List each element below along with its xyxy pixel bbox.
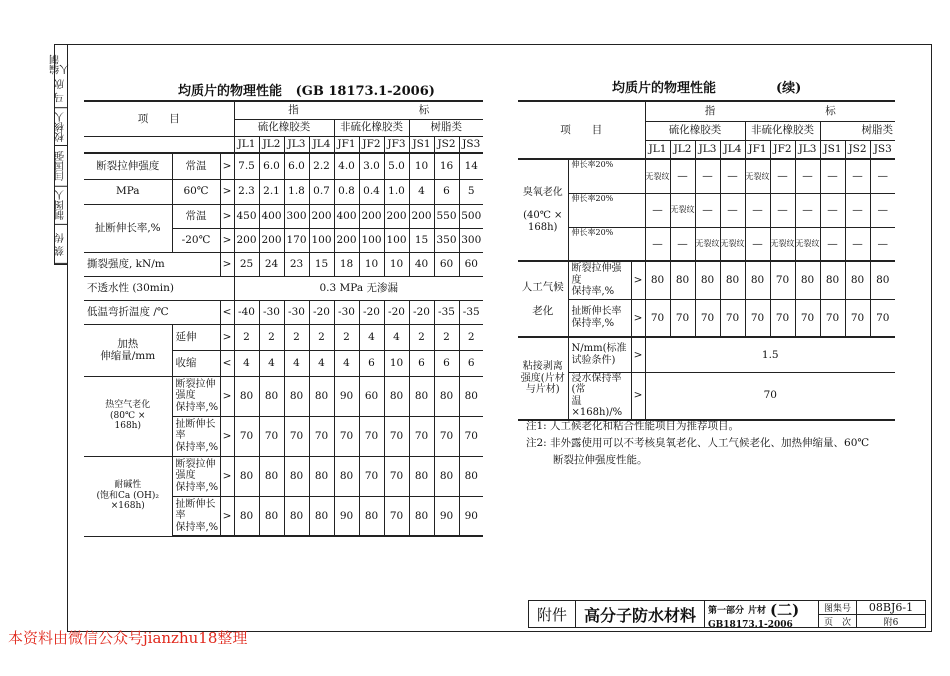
code-cell: JS1 [820, 140, 845, 159]
row-sublabel: 断裂拉伸强度 保持率,% [172, 456, 220, 496]
value-cell: 170 [284, 228, 309, 252]
value-cell: 70 [359, 456, 384, 496]
value-cell: -35 [434, 300, 459, 324]
group-resin: 树脂类 [820, 121, 895, 140]
appendix-label: 附件 [529, 601, 576, 627]
value-cell: 400 [259, 204, 284, 228]
value-cell: 70 [820, 299, 845, 337]
value-cell: 2 [234, 324, 259, 350]
compare-sign: > [631, 299, 645, 337]
value-cell: 4 [384, 324, 409, 350]
value-cell: 15 [309, 252, 334, 276]
row-label: 不透水性 (30min) [84, 276, 234, 300]
code-cell: JL3 [284, 136, 309, 153]
table-row [518, 227, 895, 261]
value-cell: — [845, 159, 870, 193]
value-cell: 15 [409, 228, 434, 252]
row-label: 粘接剥离 强度(片材 与片材) [518, 337, 568, 420]
table-row [84, 204, 483, 228]
value-cell: 80 [434, 456, 459, 496]
code-cell: JL2 [259, 136, 284, 153]
note-2-cont: 断裂拉伸强度性能。 [553, 454, 648, 466]
value-cell: — [720, 193, 745, 227]
value-cell: 4 [284, 350, 309, 376]
value-cell: 3.0 [359, 153, 384, 179]
row-label: 臭氧老化 (40℃ × 168h) [518, 159, 568, 261]
value-cell: 70 [645, 299, 670, 337]
value-cell: 70 [459, 416, 483, 456]
compare-sign: > [220, 179, 234, 204]
compare-sign: > [220, 324, 234, 350]
value-cell: 70 [770, 299, 795, 337]
right-title: 均质片的物理性能 (续) [612, 81, 802, 96]
value-cell: -20 [359, 300, 384, 324]
value-cell: 450 [234, 204, 259, 228]
compare-sign: > [220, 228, 234, 252]
table-row [518, 299, 895, 337]
value-cell: 24 [259, 252, 284, 276]
value-cell: 80 [459, 376, 483, 416]
table-row [84, 252, 483, 276]
value-cell: 4 [334, 350, 359, 376]
row-label: 热空气老化 (80℃ × 168h) [84, 376, 172, 456]
value-cell: 无裂纹 [745, 159, 770, 193]
table-row [518, 337, 895, 372]
group-vulcanized: 硫化橡胶类 [645, 121, 745, 140]
value-cell: 70 [670, 299, 695, 337]
value-cell: 无裂纹 [670, 193, 695, 227]
value-cell: 80 [384, 376, 409, 416]
value-cell: 6 [459, 350, 483, 376]
value-cell: — [845, 227, 870, 261]
value-cell: — [795, 193, 820, 227]
value-cell: 60 [359, 376, 384, 416]
table-row [84, 456, 483, 496]
value-cell: 350 [434, 228, 459, 252]
value-cell: 2.1 [259, 179, 284, 204]
value-cell: 200 [309, 204, 334, 228]
value-cell: 10 [359, 252, 384, 276]
value-cell: 2 [459, 324, 483, 350]
table-row [84, 376, 483, 416]
compare-sign: > [631, 261, 645, 299]
row-sublabel: 断裂拉伸强度 保持率,% [568, 261, 631, 299]
value-cell: 无裂纹 [695, 227, 720, 261]
value-cell: — [820, 159, 845, 193]
value-cell: -40 [234, 300, 259, 324]
row-sublabel: N/mm(标准 试验条件) [568, 337, 631, 372]
value-cell: 200 [259, 228, 284, 252]
value-cell: 80 [309, 496, 334, 536]
sidebar-cell: 马 欣 [55, 75, 68, 108]
value-cell: 100 [309, 228, 334, 252]
value-cell: — [670, 227, 695, 261]
value-cell: 200 [334, 228, 359, 252]
value-cell: 2 [284, 324, 309, 350]
value-cell: 14 [459, 153, 483, 179]
value-cell: 90 [434, 496, 459, 536]
value-cell: 550 [434, 204, 459, 228]
header-index: 指 标 [645, 101, 895, 121]
page-number: 附6 [883, 618, 899, 628]
group-resin: 树脂类 [409, 119, 483, 136]
table-row [84, 276, 483, 300]
value-cell: 60 [459, 252, 483, 276]
value-cell: 80 [334, 456, 359, 496]
compare-sign: > [220, 153, 234, 179]
value-cell: 80 [434, 376, 459, 416]
value-cell: 80 [284, 496, 309, 536]
value-cell: 70 [745, 299, 770, 337]
row-label: 加热 伸缩量/mm [84, 324, 172, 376]
note-2: 注2: 非外露使用可以不考核臭氧老化、人工气候老化、加热伸缩量、60℃ [526, 437, 870, 449]
table-row [518, 261, 895, 299]
value-cell: 90 [334, 376, 359, 416]
value-cell: 70 [334, 416, 359, 456]
code-cell: JF2 [359, 136, 384, 153]
page-label: 页 次 [819, 615, 857, 628]
value-cell: 300 [284, 204, 309, 228]
table-row [518, 372, 895, 420]
value-cell: 2 [309, 324, 334, 350]
sidebar-cell: 蔡 传 [55, 225, 68, 264]
row-label: 撕裂强度, kN/m [84, 252, 220, 276]
value-cell: 80 [259, 456, 284, 496]
value-cell: 70 [795, 299, 820, 337]
value-cell: 2.3 [234, 179, 259, 204]
value-cell: 6 [434, 179, 459, 204]
code-cell: JL1 [234, 136, 259, 153]
code-cell: JL2 [670, 140, 695, 159]
value-cell: 200 [409, 204, 434, 228]
value-cell: — [645, 193, 670, 227]
code-cell: JL4 [720, 140, 745, 159]
value-cell: — [770, 193, 795, 227]
value-cell: 6 [409, 350, 434, 376]
row-sublabel: -20℃ [172, 228, 220, 252]
value-cell: 5 [459, 179, 483, 204]
value-cell: 0.3 MPa 无渗漏 [234, 276, 483, 300]
code-cell: JL3 [695, 140, 720, 159]
value-cell: — [870, 193, 895, 227]
atlas-info [819, 601, 925, 627]
value-cell: 200 [359, 204, 384, 228]
value-cell: -30 [284, 300, 309, 324]
row-sublabel: 60℃ [172, 179, 220, 204]
compare-sign: > [220, 496, 234, 536]
value-cell: — [670, 159, 695, 193]
value-cell: 2 [434, 324, 459, 350]
row-sublabel: 常温 [172, 153, 220, 179]
sidebar-cell: 编制人 [50, 54, 71, 75]
row-label: 低温弯折温度 /℃ [84, 300, 220, 324]
row-label: MPa [84, 179, 172, 204]
value-cell: 80 [259, 496, 284, 536]
value-cell: 25 [234, 252, 259, 276]
value-cell: 0.4 [359, 179, 384, 204]
sidebar-cell: 制图人 [55, 186, 68, 225]
value-cell: 70 [770, 261, 795, 299]
value-cell: 80 [695, 261, 720, 299]
value-cell: 1.5 [645, 337, 895, 372]
value-cell: 5.0 [384, 153, 409, 179]
code-cell: JS1 [409, 136, 434, 153]
row-sublabel: 伸长率20% [568, 227, 645, 261]
value-cell: 400 [334, 204, 359, 228]
value-cell: 4 [259, 350, 284, 376]
value-cell: — [695, 193, 720, 227]
value-cell: 70 [284, 416, 309, 456]
value-cell: 80 [795, 261, 820, 299]
document-name: 高分子防水材料 [576, 601, 705, 627]
row-sublabel: 浸水保持率(常 温×168h)/% [568, 372, 631, 420]
row-label: 扯断伸长率,% [84, 204, 172, 252]
value-cell: 80 [259, 376, 284, 416]
value-cell: 70 [234, 416, 259, 456]
value-cell: 90 [459, 496, 483, 536]
compare-sign: > [631, 372, 645, 420]
value-cell: — [795, 159, 820, 193]
value-cell: 4 [309, 350, 334, 376]
value-cell: 0.7 [309, 179, 334, 204]
value-cell: -20 [384, 300, 409, 324]
row-sublabel: 伸长率20% [568, 193, 645, 227]
table-row [518, 159, 895, 193]
row-sublabel: 收缩 [172, 350, 220, 376]
note-1: 注1: 人工候老化和粘合性能项目为推荐项目。 [526, 420, 740, 432]
table-row [84, 324, 483, 350]
title-block [528, 600, 926, 628]
code-cell: JS3 [870, 140, 895, 159]
value-cell: 70 [845, 299, 870, 337]
value-cell: 10 [384, 252, 409, 276]
value-cell: 500 [459, 204, 483, 228]
atlas-label: 图集号 [819, 601, 857, 615]
row-sublabel: 扯断伸长率 保持率,% [172, 496, 220, 536]
value-cell: — [745, 193, 770, 227]
value-cell: 10 [384, 350, 409, 376]
value-cell: 6 [434, 350, 459, 376]
code-cell: JF3 [384, 136, 409, 153]
value-cell: 70 [309, 416, 334, 456]
sidebar-cell: 校核人 [55, 109, 68, 146]
value-cell: 100 [359, 228, 384, 252]
value-cell: 80 [745, 261, 770, 299]
value-cell: -30 [334, 300, 359, 324]
value-cell: 70 [720, 299, 745, 337]
code-cell: JS3 [459, 136, 483, 153]
table-row [84, 300, 483, 324]
value-cell: 90 [334, 496, 359, 536]
value-cell: 1.8 [284, 179, 309, 204]
section-info: 第一部分 片材 (二) GB18173.1-2006 [705, 601, 819, 627]
code-cell: JS2 [434, 136, 459, 153]
atlas-number: 08BJ6-1 [857, 601, 925, 615]
value-cell: — [745, 227, 770, 261]
value-cell: 80 [359, 496, 384, 536]
value-cell: — [870, 159, 895, 193]
header-index: 指 标 [234, 101, 483, 119]
value-cell: 无裂纹 [795, 227, 820, 261]
table-row [84, 153, 483, 179]
value-cell: 60 [434, 252, 459, 276]
value-cell: 6 [359, 350, 384, 376]
row-sublabel: 常温 [172, 204, 220, 228]
group-nonvulcanized: 非硫化橡胶类 [334, 119, 409, 136]
value-cell: 70 [259, 416, 284, 456]
left-title: 均质片的物理性能 (GB 18173.1-2006) [178, 84, 435, 99]
value-cell: — [770, 159, 795, 193]
left-property-table [84, 100, 483, 537]
code-cell: JL3 [795, 140, 820, 159]
value-cell: 80 [670, 261, 695, 299]
value-cell: 70 [384, 496, 409, 536]
value-cell: 300 [459, 228, 483, 252]
value-cell: 7.5 [234, 153, 259, 179]
right-property-table [518, 100, 895, 421]
value-cell: 70 [695, 299, 720, 337]
value-cell: -20 [409, 300, 434, 324]
value-cell: 70 [359, 416, 384, 456]
row-label: 耐碱性 (饱和Ca (OH)₂ ×168h) [84, 456, 172, 536]
value-cell: 80 [309, 376, 334, 416]
value-cell: 4.0 [334, 153, 359, 179]
header-item: 项 目 [84, 101, 234, 136]
value-cell: 80 [845, 261, 870, 299]
row-sublabel: 扯断伸长率 保持率,% [568, 299, 631, 337]
value-cell: 0.8 [334, 179, 359, 204]
value-cell: 4 [409, 179, 434, 204]
value-cell: 80 [234, 376, 259, 416]
notes [526, 418, 869, 469]
code-cell: JS2 [845, 140, 870, 159]
value-cell: — [645, 227, 670, 261]
value-cell: 80 [309, 456, 334, 496]
value-cell: -30 [259, 300, 284, 324]
header-item: 项 目 [518, 101, 645, 159]
value-cell: 100 [384, 228, 409, 252]
value-cell: 80 [409, 376, 434, 416]
value-cell: 70 [645, 372, 895, 420]
value-cell: 无裂纹 [720, 227, 745, 261]
signature-column [50, 44, 71, 265]
compare-sign: > [220, 456, 234, 496]
compare-sign: > [220, 416, 234, 456]
value-cell: 70 [384, 456, 409, 496]
compare-sign: > [220, 252, 234, 276]
value-cell: -20 [309, 300, 334, 324]
value-cell: 70 [870, 299, 895, 337]
row-sublabel: 伸长率20% [568, 159, 645, 193]
row-label: 人工气候 老化 [518, 261, 568, 337]
code-cell: JL4 [309, 136, 334, 153]
value-cell: 70 [409, 416, 434, 456]
row-sublabel: 延伸 [172, 324, 220, 350]
sidebar-cell: 闫国强 [55, 146, 68, 187]
value-cell: 200 [384, 204, 409, 228]
value-cell: 70 [434, 416, 459, 456]
value-cell: — [820, 227, 845, 261]
value-cell: 1.0 [384, 179, 409, 204]
value-cell: — [845, 193, 870, 227]
compare-sign: < [220, 300, 234, 324]
value-cell: 6.0 [259, 153, 284, 179]
code-cell: JL1 [645, 140, 670, 159]
group-vulcanized: 硫化橡胶类 [234, 119, 334, 136]
value-cell: 23 [284, 252, 309, 276]
value-cell: 80 [409, 456, 434, 496]
value-cell: — [720, 159, 745, 193]
value-cell: 2.2 [309, 153, 334, 179]
compare-sign: > [220, 376, 234, 416]
value-cell: 200 [234, 228, 259, 252]
value-cell: 4 [359, 324, 384, 350]
value-cell: 80 [284, 376, 309, 416]
value-cell: 无裂纹 [645, 159, 670, 193]
value-cell: — [820, 193, 845, 227]
code-cell: JF1 [334, 136, 359, 153]
code-cell: JF2 [770, 140, 795, 159]
value-cell: 16 [434, 153, 459, 179]
value-cell: — [870, 227, 895, 261]
value-cell: 70 [384, 416, 409, 456]
compare-sign: > [220, 204, 234, 228]
value-cell: — [695, 159, 720, 193]
table-row [84, 179, 483, 204]
value-cell: 80 [234, 496, 259, 536]
table-row [518, 193, 895, 227]
code-row [84, 136, 483, 153]
value-cell: 无裂纹 [770, 227, 795, 261]
group-nonvulcanized: 非硫化橡胶类 [745, 121, 820, 140]
value-cell: 2 [409, 324, 434, 350]
value-cell: 80 [820, 261, 845, 299]
value-cell: 80 [234, 456, 259, 496]
watermark-text: 本资料由微信公众号jianzhu18整理 [8, 629, 248, 647]
value-cell: 6.0 [284, 153, 309, 179]
value-cell: 10 [409, 153, 434, 179]
value-cell: 80 [870, 261, 895, 299]
value-cell: 2 [334, 324, 359, 350]
value-cell: 80 [720, 261, 745, 299]
row-label: 断裂拉伸强度 [84, 153, 172, 179]
compare-sign: < [220, 350, 234, 376]
value-cell: 80 [284, 456, 309, 496]
value-cell: 40 [409, 252, 434, 276]
compare-sign: > [631, 337, 645, 372]
value-cell: 4 [234, 350, 259, 376]
value-cell: 80 [645, 261, 670, 299]
value-cell: 18 [334, 252, 359, 276]
row-sublabel: 断裂拉伸强度 保持率,% [172, 376, 220, 416]
value-cell: 80 [459, 456, 483, 496]
code-cell: JF1 [745, 140, 770, 159]
value-cell: 80 [409, 496, 434, 536]
value-cell: 2 [259, 324, 284, 350]
value-cell: -35 [459, 300, 483, 324]
row-sublabel: 扯断伸长率 保持率,% [172, 416, 220, 456]
